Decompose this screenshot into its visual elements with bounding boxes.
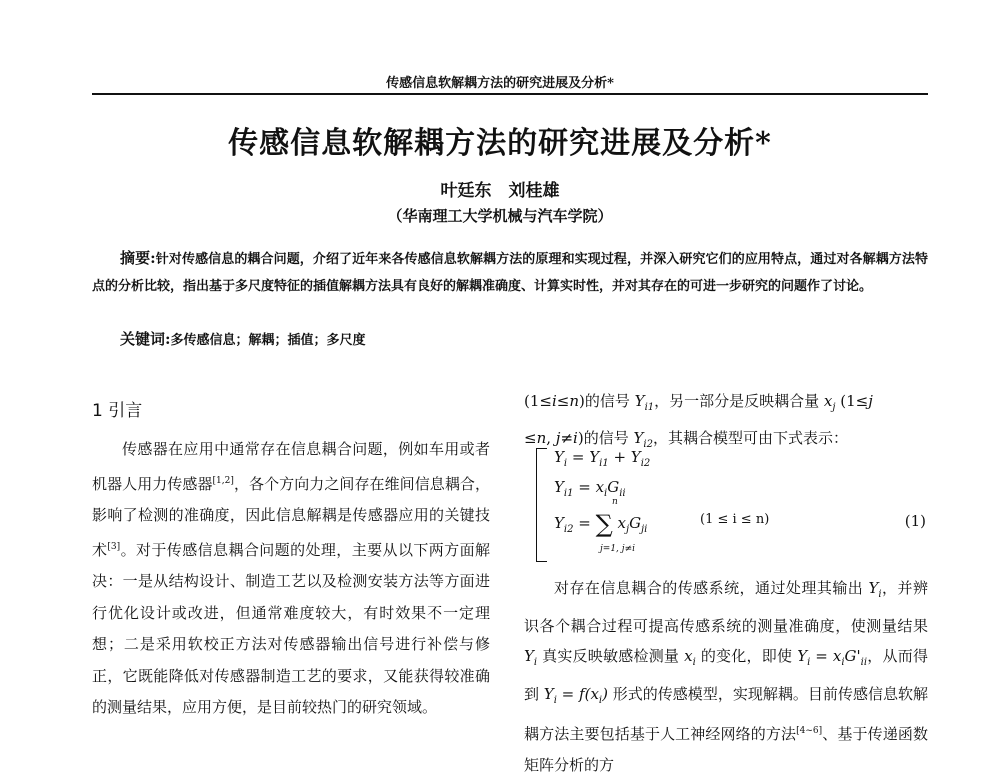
equation-line-1: $Y_i = Y_{i1} + Y_{i2}$ [554, 448, 651, 469]
abstract-label: 摘要: [120, 249, 156, 267]
text-run: ≤ [524, 429, 537, 447]
text-run: ，并辨识各个耦合过程可提高传感系统的测量准确度，使测量结果 [524, 579, 928, 635]
text-run: ≤ [556, 392, 570, 410]
text-run: ≠ [560, 429, 574, 447]
equation-line-2: $Y_{i1} = x_iG_{ii}$ [554, 478, 626, 499]
equation-condition: (1 ≤ i ≤ n) [700, 512, 770, 527]
abstract-text: 针对传感信息的耦合问题，介绍了近年来各传感信息软解耦方法的原理和实现过程，并深入研究它们的应用特点，通过对各解耦方法特点的分析比较，指出基于多尺度特征的插值解耦方法具有良好的解耦准确度、计算实时性，并对其存在的可进一步研究的问题作了讨论。 [92, 252, 928, 294]
keywords-label: 关键词: [120, 330, 171, 348]
equation-brace [536, 448, 547, 562]
right-column-paragraph: 对存在信息耦合的传感系统，通过处理其输出 $Y_i$，并辨识各个耦合过程可提高传感系统的测量准确度，使测量结果 $Y_i$ 真实反映敏感检测量 $x_i$ 的变化，即使 $Y_i = x_iG'_{ii}$，从而得到 $Y_i = f(x_i)$ 形式的传感模型，实现解耦。目前传感信息软解耦方法主要包括基于人工神经网络的方法[4~6]、基于传递函数矩阵分析的方 [524, 579, 928, 774]
intro-text-2: ，各个方向力之间存在维间信息耦合，影响了检测的准确度，因此信息解耦是传感器应用的关键技术 [92, 474, 490, 559]
text-run: (1≤ [524, 392, 552, 410]
abstract [92, 245, 928, 300]
citation-ref: [1,2] [212, 475, 234, 486]
article-affiliation: （华南理工大学机械与汽车学院） [387, 207, 613, 225]
text-run: ，另一部分是反映耦合量 [654, 392, 824, 410]
text-run: ，其耦合模型可由下式表示： [652, 429, 848, 447]
text-run: , [546, 429, 556, 447]
sum-lower-limit: j=1, j≠i [600, 544, 635, 554]
intro-text-3: 。对于传感信息耦合问题的处理，主要从以下两方面解决：一是从结构设计、制造工艺以及检测安装方法等方面进行优化设计或改进，但通常难度较大，有时效果不一定理想；二是采用软校正方法对传感器输出信号进行补偿与修正，它既能降低对传感器制造工艺的要求，又能获得较准确的测量结果，应用方便，是目前较热门的研究领域。 [92, 540, 490, 716]
text-run: 的变化，即使 [695, 647, 798, 665]
section-heading: 1 引言 [92, 401, 143, 421]
citation-ref: [3] [107, 541, 121, 552]
running-header: 传感信息软解耦方法的研究进展及分析* [386, 76, 614, 91]
intro-paragraph [92, 434, 490, 724]
intro-text-1: 传感器在应用中通常存在信息耦合问题，例如车用或者机器人用力传感器 [92, 440, 490, 493]
equation-number: (1) [904, 512, 926, 530]
header-rule [92, 93, 928, 95]
text-run: 形式的传感模型，实现解耦。目前传感信息软解耦方法主要包括基于人工神经网络的方法 [524, 684, 928, 743]
sum-upper-limit: n [612, 497, 618, 507]
keywords-text: 多传感信息；解耦；插值；多尺度 [170, 333, 366, 348]
text-run: (1≤ [835, 392, 869, 410]
equation-line-3: $Y_{i2}$ = ∑ $x_jG_{ji}$ [554, 510, 648, 538]
text-run: )的信号 [577, 429, 634, 447]
text-run: 对存在信息耦合的传感系统，通过处理其输出 [554, 579, 869, 597]
article-authors: 叶廷东 刘桂雄 [440, 181, 560, 201]
sigma-symbol: ∑ [595, 510, 613, 538]
text-run: 真实反映敏感检测量 [537, 647, 685, 665]
article-title: 传感信息软解耦方法的研究进展及分析* [228, 126, 772, 161]
text-run: 、基于传递函数矩阵分析的方 [524, 725, 928, 774]
text-run: )的信号 [579, 392, 635, 410]
keywords [120, 328, 366, 349]
equation-1 [524, 448, 928, 564]
right-column-intro: (1≤i≤n)的信号 $Y_{i1}$，另一部分是反映耦合量 $x_j$ (1≤j ≤n, j≠i)的信号 $Y_{i2}$，其耦合模型可由下式表示： [524, 392, 873, 450]
citation-ref: [4~6] [796, 726, 823, 736]
text-run: ，从而得到 [524, 647, 928, 703]
